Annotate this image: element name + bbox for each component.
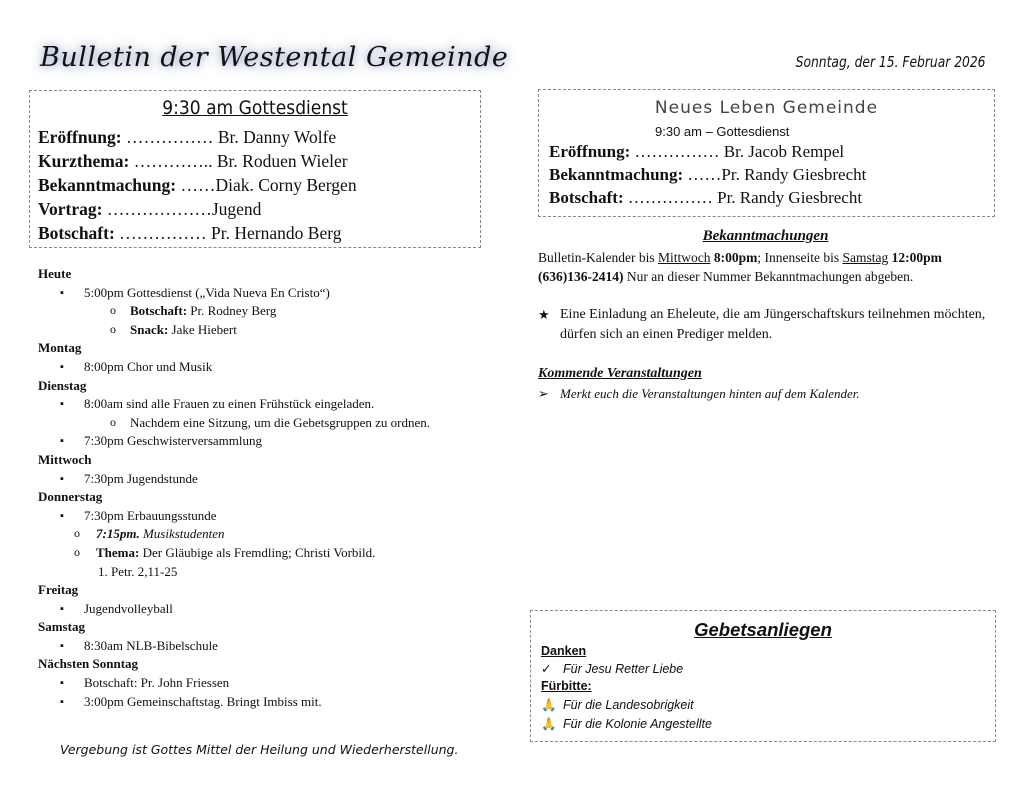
day-heading: Montag xyxy=(38,340,82,356)
praying-hands-icon: 🙏 xyxy=(541,717,557,731)
prayer-item: 🙏 Für die Kolonie Angestellte xyxy=(541,717,712,731)
day-heading: Dienstag xyxy=(38,377,87,393)
list-item: ▪ 7:30pm Geschwisterversammlung xyxy=(38,432,498,451)
neues-leben-title: Neues Leben Gemeinde xyxy=(654,98,879,118)
day-heading: Freitag xyxy=(38,582,79,598)
list-subitem: o Botschaft: Pr. Rodney Berg xyxy=(38,302,498,321)
service-row: Eröffnung: …………… Br. Danny Wolfe xyxy=(38,127,337,147)
list-item: ▪ 3:00pm Gemeinschaftstag. Bringt Imbiss mit. xyxy=(38,693,498,712)
prayer-title: Gebetsanliegen xyxy=(694,619,832,640)
list-item: ▪ 8:00am sind alle Frauen zu einen Frühstück eingeladen. xyxy=(38,395,498,414)
neues-row: Bekanntmachung: ……Pr. Randy Giesbrecht xyxy=(549,165,867,184)
service-row: Vortrag: ………………Jugend xyxy=(38,199,262,219)
service-row: Kurzthema: ………….. Br. Roduen Wieler xyxy=(38,151,348,171)
prayer-item: 🙏 Für die Landesobrigkeit xyxy=(541,698,694,712)
list-item: ▪ Botschaft: Pr. John Friessen xyxy=(38,674,498,693)
day-heading: Mittwoch xyxy=(38,451,92,467)
bible-reference: 1. Petr. 2,11-25 xyxy=(98,563,178,579)
neues-row: Eröffnung: …………… Br. Jacob Rempel xyxy=(549,142,845,161)
list-item: ▪ 7:30pm Jugendstunde xyxy=(38,470,498,489)
service-row: Botschaft: …………… Pr. Hernando Berg xyxy=(38,223,342,243)
neues-leben-box xyxy=(538,89,995,217)
bulletin-date: Sonntag, der 15. Februar 2026 xyxy=(796,53,986,71)
list-subitem: o Thema: Der Gläubige als Fremdling; Christi Vorbild. xyxy=(38,544,498,563)
day-heading: Samstag xyxy=(38,619,85,635)
day-heading: Heute xyxy=(38,266,72,281)
check-icon: ✓ xyxy=(541,662,552,676)
prayer-thanks-heading: Danken xyxy=(541,644,587,658)
upcoming-events-title: Kommende Veranstaltungen xyxy=(538,366,702,381)
day-heading: Nächsten Sonntag xyxy=(38,656,139,672)
list-item: ▪ 8:30am NLB-Bibelschule xyxy=(38,637,498,656)
service-row: Bekanntmachung: ……Diak. Corny Bergen xyxy=(38,175,357,195)
prayer-box xyxy=(530,610,996,742)
list-item: ▪ 5:00pm Gottesdienst („Vida Nueva En Cristo“) xyxy=(38,284,498,303)
announcement-star-item: ★ Eine Einladung an Eheleute, die am Jüngerschaftskurs teilnehmen möchten, dürfen sich an einen Prediger melden. xyxy=(538,305,993,345)
neues-row: Botschaft: …………… Pr. Randy Giesbrecht xyxy=(549,188,863,207)
weekly-schedule xyxy=(38,265,498,711)
list-subitem: o Snack: Jake Hiebert xyxy=(38,321,498,340)
list-subitem: o 7:15pm. Musikstudenten xyxy=(38,525,498,544)
announcements-text: Bulletin-Kalender bis Mittwoch 8:00pm; Innenseite bis Samstag 12:00pm (636)136-2414) Nur an dieser Nummer Bekanntmachungen abgeben. xyxy=(538,250,942,284)
bulletin-title: Bulletin der Westental Gemeinde xyxy=(40,42,509,73)
list-subitem: o Nachdem eine Sitzung, um die Gebetsgruppen zu ordnen. xyxy=(38,414,498,433)
footer-quote: Vergebung ist Gottes Mittel der Heilung und Wiederherstellung. xyxy=(60,742,459,757)
prayer-intercession-heading: Fürbitte: xyxy=(541,679,592,693)
list-item: ▪ Jugendvolleyball xyxy=(38,600,498,619)
neues-leben-subtitle: 9:30 am – Gottesdienst xyxy=(655,124,790,139)
list-item: ▪ 7:30pm Erbauungsstunde xyxy=(38,507,498,526)
arrow-bullet-icon: ➢ xyxy=(538,386,549,401)
upcoming-events-item: ➢ Merkt euch die Veranstaltungen hinten auf dem Kalender. xyxy=(538,386,860,401)
prayer-item: ✓ Für Jesu Retter Liebe xyxy=(541,662,684,676)
list-item: ▪ 8:00pm Chor und Musik xyxy=(38,358,498,377)
service-box xyxy=(29,90,481,248)
announcements-title: Bekanntmachungen xyxy=(702,228,829,244)
praying-hands-icon: 🙏 xyxy=(541,698,557,712)
star-icon: ★ xyxy=(538,307,550,322)
service-title: 9:30 am Gottesdienst xyxy=(162,97,348,119)
day-heading: Donnerstag xyxy=(38,489,103,505)
